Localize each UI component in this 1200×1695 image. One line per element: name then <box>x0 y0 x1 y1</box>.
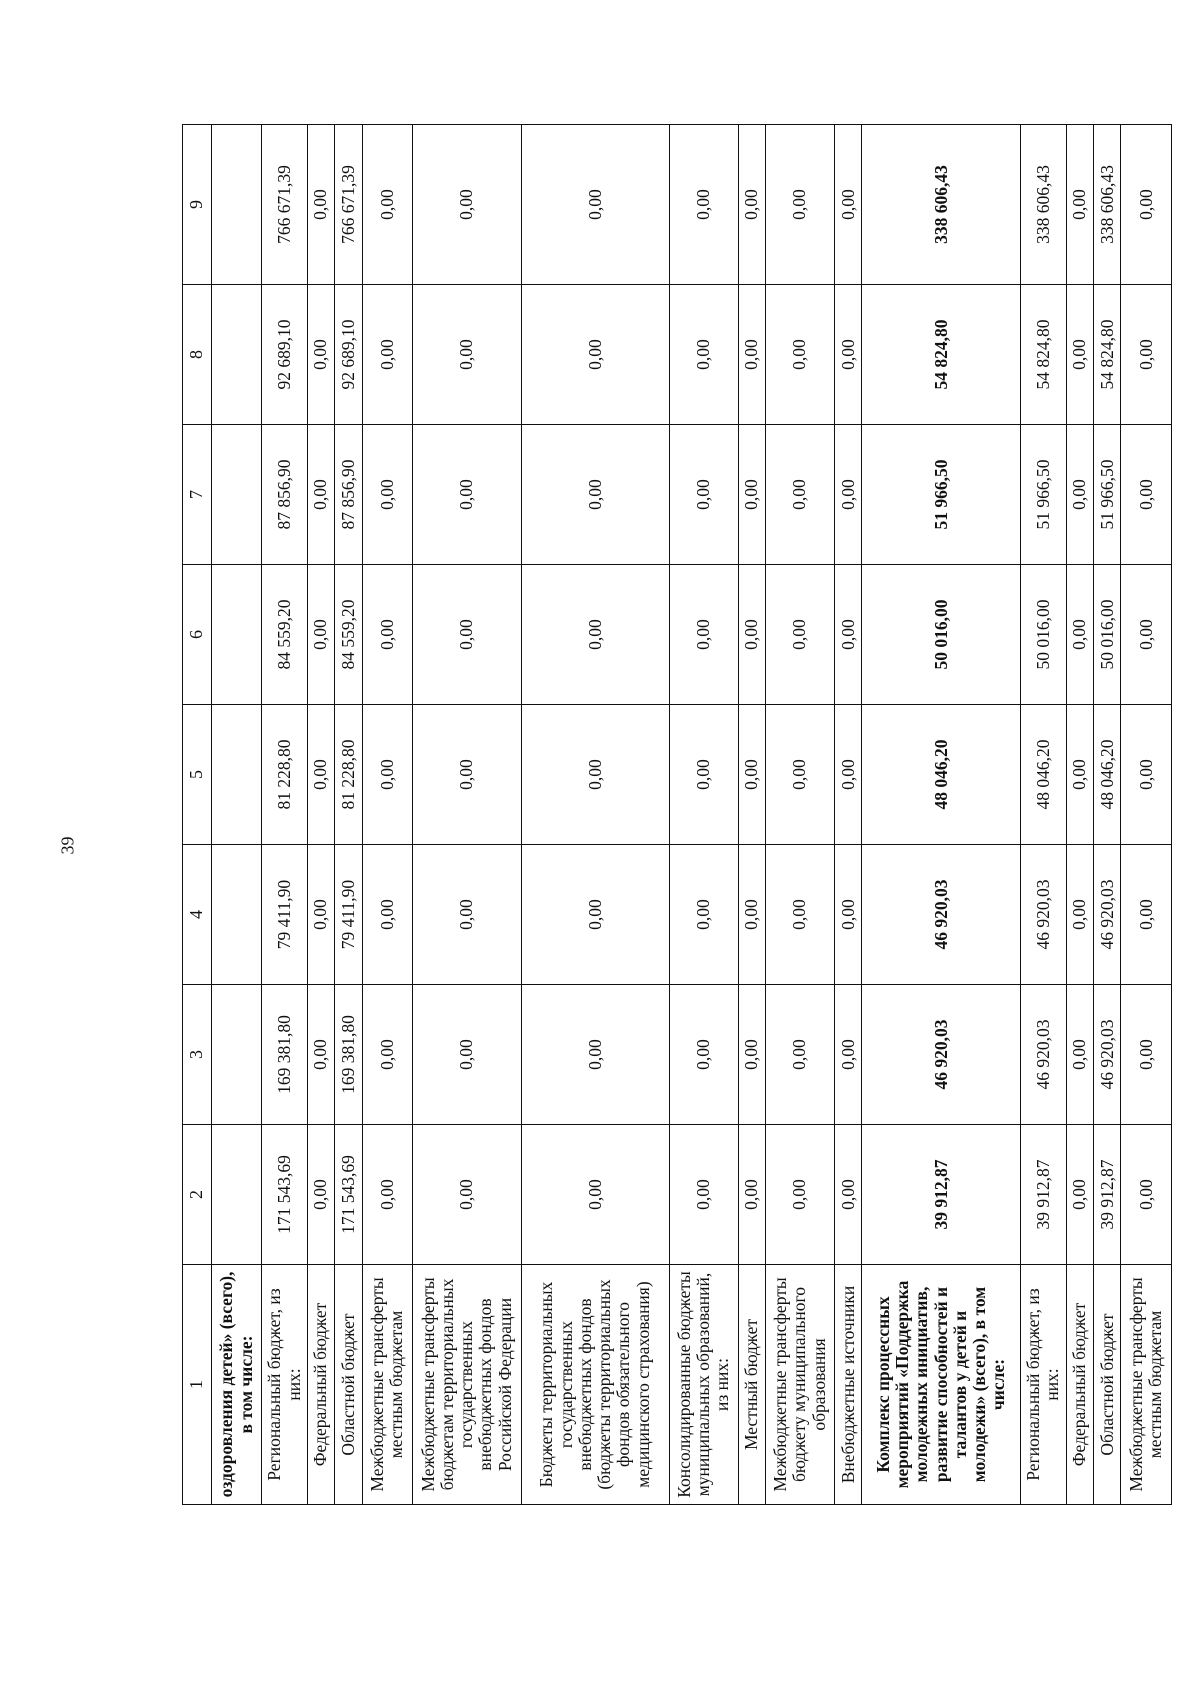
value-cell: 92 689,10 <box>335 285 362 425</box>
table-row <box>766 125 835 1505</box>
value-cell: 0,00 <box>521 425 669 565</box>
table-row <box>862 125 1021 1505</box>
row-label: Федеральный бюджет <box>307 1265 334 1505</box>
value-cell: 48 046,20 <box>1094 705 1121 845</box>
value-cell: 0,00 <box>362 845 412 985</box>
row-label: Комплекс процессных мероприятий «Поддержка молодежных инициатив, развитие способностей и талантов у детей и молодежи» (всего), в том числе: <box>862 1265 1021 1505</box>
table-row <box>212 125 262 1505</box>
value-cell: 171 543,69 <box>262 1125 307 1265</box>
row-label: Федеральный бюджет <box>1066 1265 1093 1505</box>
table-row <box>412 125 521 1505</box>
column-header: 8 <box>183 285 212 425</box>
value-cell: 0,00 <box>835 285 862 425</box>
value-cell: 0,00 <box>738 985 765 1125</box>
row-label: Внебюджетные источники <box>835 1265 862 1505</box>
value-cell: 46 920,03 <box>1094 985 1121 1125</box>
row-label: Областной бюджет <box>335 1265 362 1505</box>
value-cell: 48 046,20 <box>1021 705 1066 845</box>
value-cell: 0,00 <box>307 425 334 565</box>
value-cell: 0,00 <box>1066 565 1093 705</box>
value-cell: 0,00 <box>1066 705 1093 845</box>
value-cell: 0,00 <box>738 125 765 285</box>
value-cell: 0,00 <box>412 285 521 425</box>
value-cell: 84 559,20 <box>262 565 307 705</box>
value-cell: 0,00 <box>412 125 521 285</box>
value-cell: 0,00 <box>307 1125 334 1265</box>
value-cell: 0,00 <box>1121 565 1172 705</box>
value-cell: 54 824,80 <box>1094 285 1121 425</box>
value-cell: 0,00 <box>1121 125 1172 285</box>
value-cell: 46 920,03 <box>1094 845 1121 985</box>
value-cell: 39 912,87 <box>1021 1125 1066 1265</box>
value-cell <box>212 565 262 705</box>
value-cell: 46 920,03 <box>1021 985 1066 1125</box>
page-number: 39 <box>57 836 78 855</box>
value-cell <box>212 1125 262 1265</box>
value-cell: 0,00 <box>738 1125 765 1265</box>
value-cell: 0,00 <box>738 705 765 845</box>
value-cell: 338 606,43 <box>1021 125 1066 285</box>
value-cell: 0,00 <box>307 985 334 1125</box>
value-cell: 0,00 <box>362 985 412 1125</box>
value-cell: 87 856,90 <box>262 425 307 565</box>
value-cell: 0,00 <box>669 125 738 285</box>
value-cell: 39 912,87 <box>862 1125 1021 1265</box>
value-cell: 0,00 <box>738 285 765 425</box>
value-cell: 0,00 <box>362 1125 412 1265</box>
value-cell: 0,00 <box>766 845 835 985</box>
table-row <box>1121 125 1172 1505</box>
value-cell: 0,00 <box>412 705 521 845</box>
table-row <box>521 125 669 1505</box>
value-cell: 766 671,39 <box>335 125 362 285</box>
table-header-row <box>183 125 212 1505</box>
value-cell: 0,00 <box>835 985 862 1125</box>
value-cell: 46 920,03 <box>862 985 1021 1125</box>
column-header: 5 <box>183 705 212 845</box>
table-row <box>835 125 862 1505</box>
value-cell: 0,00 <box>1121 285 1172 425</box>
value-cell: 0,00 <box>362 425 412 565</box>
value-cell: 0,00 <box>738 845 765 985</box>
value-cell: 0,00 <box>521 845 669 985</box>
value-cell: 54 824,80 <box>862 285 1021 425</box>
value-cell: 0,00 <box>412 425 521 565</box>
value-cell: 0,00 <box>307 845 334 985</box>
value-cell: 338 606,43 <box>1094 125 1121 285</box>
value-cell <box>212 845 262 985</box>
table-row <box>669 125 738 1505</box>
row-label: Региональный бюджет, из них: <box>262 1265 307 1505</box>
value-cell: 48 046,20 <box>862 705 1021 845</box>
value-cell: 0,00 <box>1066 125 1093 285</box>
value-cell: 92 689,10 <box>262 285 307 425</box>
value-cell: 0,00 <box>669 285 738 425</box>
value-cell <box>212 425 262 565</box>
value-cell: 0,00 <box>835 705 862 845</box>
row-label: Бюджеты территориальных государственных внебюджетных фондов (бюджеты территориальных фондов обязательного медицинского страхования) <box>521 1265 669 1505</box>
table-row <box>1094 125 1121 1505</box>
value-cell: 50 016,00 <box>862 565 1021 705</box>
value-cell: 81 228,80 <box>262 705 307 845</box>
value-cell: 169 381,80 <box>335 985 362 1125</box>
value-cell: 0,00 <box>521 1125 669 1265</box>
value-cell: 0,00 <box>1121 845 1172 985</box>
value-cell: 46 920,03 <box>862 845 1021 985</box>
value-cell: 84 559,20 <box>335 565 362 705</box>
value-cell: 0,00 <box>521 285 669 425</box>
value-cell: 0,00 <box>669 1125 738 1265</box>
value-cell: 0,00 <box>1066 285 1093 425</box>
value-cell: 0,00 <box>1121 705 1172 845</box>
value-cell: 54 824,80 <box>1021 285 1066 425</box>
value-cell: 0,00 <box>412 985 521 1125</box>
value-cell: 0,00 <box>362 285 412 425</box>
table-row <box>262 125 307 1505</box>
value-cell: 51 966,50 <box>1021 425 1066 565</box>
table-row <box>1066 125 1093 1505</box>
value-cell: 171 543,69 <box>335 1125 362 1265</box>
value-cell: 0,00 <box>835 425 862 565</box>
value-cell <box>212 705 262 845</box>
value-cell: 0,00 <box>1121 1125 1172 1265</box>
column-header: 3 <box>183 985 212 1125</box>
value-cell: 0,00 <box>1066 425 1093 565</box>
value-cell: 0,00 <box>835 125 862 285</box>
value-cell: 81 228,80 <box>335 705 362 845</box>
value-cell <box>212 125 262 285</box>
value-cell: 51 966,50 <box>1094 425 1121 565</box>
value-cell: 0,00 <box>738 565 765 705</box>
value-cell: 0,00 <box>766 1125 835 1265</box>
value-cell: 0,00 <box>1066 985 1093 1125</box>
value-cell: 79 411,90 <box>262 845 307 985</box>
value-cell: 79 411,90 <box>335 845 362 985</box>
value-cell: 169 381,80 <box>262 985 307 1125</box>
value-cell: 0,00 <box>1066 845 1093 985</box>
value-cell: 87 856,90 <box>335 425 362 565</box>
value-cell: 51 966,50 <box>862 425 1021 565</box>
column-header: 2 <box>183 1125 212 1265</box>
value-cell: 0,00 <box>307 705 334 845</box>
value-cell: 0,00 <box>766 985 835 1125</box>
value-cell: 0,00 <box>669 705 738 845</box>
row-label: Межбюджетные трансферты местным бюджетам <box>362 1265 412 1505</box>
value-cell: 0,00 <box>1066 1125 1093 1265</box>
column-header: 7 <box>183 425 212 565</box>
table-row <box>307 125 334 1505</box>
value-cell: 39 912,87 <box>1094 1125 1121 1265</box>
table-row <box>738 125 765 1505</box>
value-cell: 0,00 <box>835 1125 862 1265</box>
value-cell: 0,00 <box>521 565 669 705</box>
value-cell: 0,00 <box>412 845 521 985</box>
value-cell: 0,00 <box>766 705 835 845</box>
value-cell: 0,00 <box>307 285 334 425</box>
value-cell: 0,00 <box>669 845 738 985</box>
row-label: Межбюджетные трансферты бюджетам территориальных государственных внебюджетных фондов Российской Федерации <box>412 1265 521 1505</box>
value-cell: 766 671,39 <box>262 125 307 285</box>
value-cell: 0,00 <box>362 705 412 845</box>
table-body <box>212 125 1172 1505</box>
column-header: 6 <box>183 565 212 705</box>
row-label: оздоровления детей» (всего), в том числе: <box>212 1265 262 1505</box>
value-cell: 0,00 <box>766 285 835 425</box>
value-cell: 338 606,43 <box>862 125 1021 285</box>
value-cell: 0,00 <box>412 565 521 705</box>
value-cell: 0,00 <box>521 125 669 285</box>
value-cell: 0,00 <box>1121 985 1172 1125</box>
rotated-table-wrapper <box>182 125 1172 1505</box>
value-cell: 0,00 <box>412 1125 521 1265</box>
value-cell: 0,00 <box>307 125 334 285</box>
value-cell: 0,00 <box>835 845 862 985</box>
table-row <box>1021 125 1066 1505</box>
value-cell: 50 016,00 <box>1094 565 1121 705</box>
column-header: 9 <box>183 125 212 285</box>
value-cell: 0,00 <box>521 985 669 1125</box>
row-label: Областной бюджет <box>1094 1265 1121 1505</box>
row-label: Местный бюджет <box>738 1265 765 1505</box>
value-cell: 0,00 <box>362 125 412 285</box>
row-label: Межбюджетные трансферты местным бюджетам <box>1121 1265 1172 1505</box>
value-cell: 0,00 <box>362 565 412 705</box>
value-cell: 0,00 <box>766 565 835 705</box>
value-cell: 0,00 <box>766 125 835 285</box>
table-row <box>335 125 362 1505</box>
value-cell: 0,00 <box>307 565 334 705</box>
value-cell: 0,00 <box>669 985 738 1125</box>
row-label: Региональный бюджет, из них: <box>1021 1265 1066 1505</box>
value-cell: 0,00 <box>521 705 669 845</box>
row-label: Межбюджетные трансферты бюджету муниципального образования <box>766 1265 835 1505</box>
value-cell: 0,00 <box>766 425 835 565</box>
budget-table <box>182 124 1172 1505</box>
column-header: 4 <box>183 845 212 985</box>
value-cell: 50 016,00 <box>1021 565 1066 705</box>
value-cell: 0,00 <box>1121 425 1172 565</box>
table-row <box>362 125 412 1505</box>
row-label: Консолидированные бюджеты муниципальных образований, из них: <box>669 1265 738 1505</box>
value-cell: 46 920,03 <box>1021 845 1066 985</box>
value-cell <box>212 285 262 425</box>
value-cell: 0,00 <box>669 565 738 705</box>
column-header: 1 <box>183 1265 212 1505</box>
value-cell <box>212 985 262 1125</box>
value-cell: 0,00 <box>738 425 765 565</box>
value-cell: 0,00 <box>669 425 738 565</box>
value-cell: 0,00 <box>835 565 862 705</box>
